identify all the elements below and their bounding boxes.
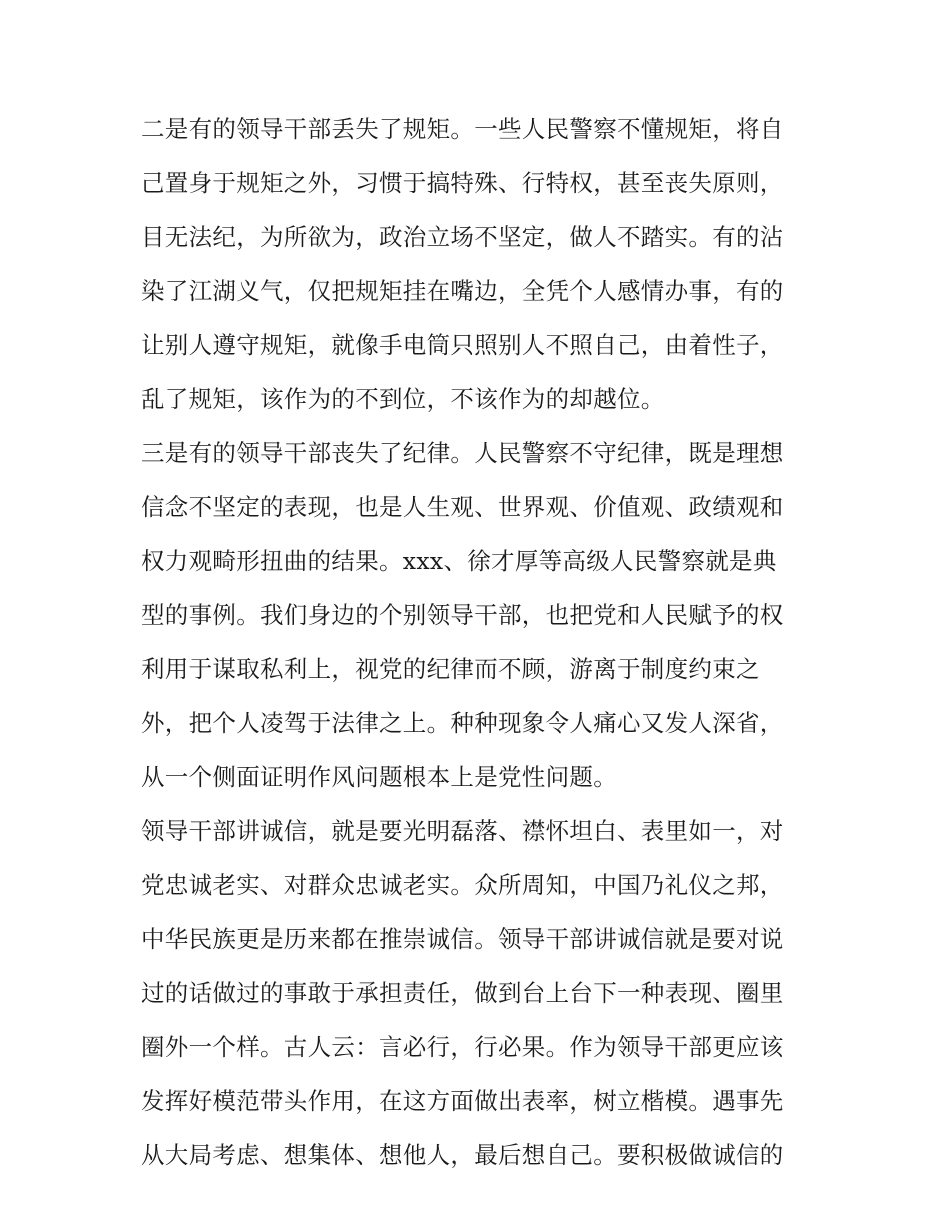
text-line: 染了江湖义气，仅把规矩挂在嘴边，全凭个人感情办事，有的 [141, 277, 784, 305]
text-line: 三是有的领导干部丧失了纪律。人民警察不守纪律，既是理想 [141, 439, 784, 467]
text-line: 圈外一个样。古人云：言必行，行必果。作为领导干部更应该 [141, 1033, 784, 1061]
text-line: 二是有的领导干部丢失了规矩。一些人民警察不懂规矩，将自 [141, 115, 784, 143]
text-line: 领导干部讲诚信，就是要光明磊落、襟怀坦白、表里如一，对 [141, 817, 784, 845]
text-line: 目无法纪，为所欲为，政治立场不坚定，做人不踏实。有的沾 [141, 223, 784, 251]
text-line: 外，把个人凌驾于法律之上。种种现象令人痛心又发人深省， [141, 709, 784, 737]
text-line: 信念不坚定的表现，也是人生观、世界观、价值观、政绩观和 [141, 493, 784, 521]
text-line: 中华民族更是历来都在推崇诚信。领导干部讲诚信就是要对说 [141, 925, 784, 953]
text-line: 权力观畸形扭曲的结果。xxx、徐才厚等高级人民警察就是典 [141, 547, 777, 575]
text-line: 发挥好模范带头作用，在这方面做出表率，树立楷模。遇事先 [141, 1087, 784, 1115]
text-line: 让别人遵守规矩，就像手电筒只照别人不照自己，由着性子， [141, 331, 784, 359]
text-line: 从大局考虑、想集体、想他人，最后想自己。要积极做诚信的 [141, 1141, 784, 1169]
text-line: 乱了规矩，该作为的不到位，不该作为的却越位。 [141, 385, 665, 413]
text-line: 过的话做过的事敢于承担责任，做到台上台下一种表现、圈里 [141, 979, 784, 1007]
text-line: 党忠诚老实、对群众忠诚老实。众所周知，中国乃礼仪之邦， [141, 871, 784, 899]
text-line: 利用于谋取私利上，视党的纪律而不顾，游离于制度约束之 [141, 655, 760, 683]
document-body [141, 102, 821, 1182]
text-line: 从一个侧面证明作风问题根本上是党性问题。 [141, 763, 617, 791]
text-line: 己置身于规矩之外，习惯于搞特殊、行特权，甚至丧失原则， [141, 169, 784, 197]
text-line: 型的事例。我们身边的个别领导干部，也把党和人民赋予的权 [141, 601, 784, 629]
